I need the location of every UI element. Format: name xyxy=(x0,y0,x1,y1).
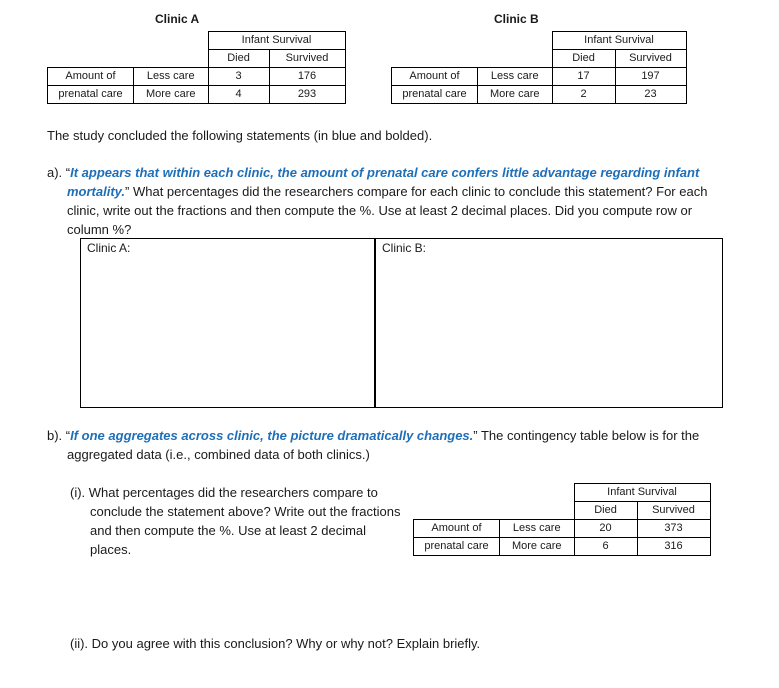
aggregate-row-label-2: prenatal care xyxy=(414,538,500,556)
aggregate-less-care: Less care xyxy=(500,520,575,538)
clinic-a-col-survived: Survived xyxy=(269,50,345,68)
clinic-b-row-label-1: Amount of xyxy=(392,68,478,86)
clinic-b-less-died: 17 xyxy=(552,68,615,86)
clinic-b-table xyxy=(391,31,687,104)
part-b-question xyxy=(47,426,732,464)
aggregate-more-care: More care xyxy=(500,538,575,556)
part-a-prefix: a). “ xyxy=(47,165,71,180)
clinic-a-title: Clinic A xyxy=(155,12,200,26)
clinic-a-col-died: Died xyxy=(208,50,269,68)
clinic-b-row-label-2: prenatal care xyxy=(392,86,478,104)
part-b-prefix: b). “ xyxy=(47,428,71,443)
clinic-a-more-died: 4 xyxy=(208,86,269,104)
aggregate-table xyxy=(413,483,711,556)
aggregate-header: Infant Survival xyxy=(574,484,710,502)
aggregate-less-died: 20 xyxy=(574,520,637,538)
clinic-b-less-care: Less care xyxy=(478,68,553,86)
clinic-a-more-survived: 293 xyxy=(269,86,345,104)
clinic-b-more-care: More care xyxy=(478,86,553,104)
intro-text: The study concluded the following statements (in blue and bolded). xyxy=(47,128,433,143)
clinic-b-less-survived: 197 xyxy=(615,68,686,86)
clinic-a-row-label-2: prenatal care xyxy=(48,86,134,104)
clinic-a-more-care: More care xyxy=(134,86,209,104)
clinic-b-more-died: 2 xyxy=(552,86,615,104)
clinic-a-row-label-1: Amount of xyxy=(48,68,134,86)
clinic-a-header: Infant Survival xyxy=(208,32,345,50)
part-a-question xyxy=(47,163,732,239)
clinic-b-answer-box[interactable] xyxy=(375,238,723,408)
part-b-instructions: ” The contingency table below is for the aggregated data (i.e., combined data of both clinics.) xyxy=(67,428,700,462)
clinic-b-answer-label: Clinic B: xyxy=(382,241,427,255)
clinic-b-more-survived: 23 xyxy=(615,86,686,104)
aggregate-less-survived: 373 xyxy=(637,520,710,538)
part-b-quote: If one aggregates across clinic, the picture dramatically changes. xyxy=(70,428,474,443)
clinic-b-col-survived: Survived xyxy=(615,50,686,68)
clinic-a-answer-label: Clinic A: xyxy=(87,241,131,255)
aggregate-more-died: 6 xyxy=(574,538,637,556)
part-a-quote: It appears that within each clinic, the amount of prenatal care confers little advantage regarding infant mortality. xyxy=(67,165,700,199)
clinic-a-less-survived: 176 xyxy=(269,68,345,86)
clinic-b-title: Clinic B xyxy=(494,12,539,26)
aggregate-col-survived: Survived xyxy=(637,502,710,520)
clinic-a-less-care: Less care xyxy=(134,68,209,86)
clinic-b-header: Infant Survival xyxy=(552,32,686,50)
aggregate-col-died: Died xyxy=(574,502,637,520)
clinic-a-less-died: 3 xyxy=(208,68,269,86)
part-b-q1: (i). What percentages did the researchers compare to conclude the statement above? Write out the fractions and then compute the %. Use at least 2 decimal places. xyxy=(70,485,401,557)
clinic-b-col-died: Died xyxy=(552,50,615,68)
aggregate-row-label-1: Amount of xyxy=(414,520,500,538)
part-a-instructions: ” What percentages did the researchers compare for each clinic to conclude this statement? For each clinic, write out the fractions and then compute the %. Use at least 2 decimal places. Did you compute row or column %? xyxy=(67,184,708,237)
clinic-a-table xyxy=(47,31,346,104)
clinic-a-answer-box[interactable] xyxy=(80,238,375,408)
aggregate-more-survived: 316 xyxy=(637,538,710,556)
part-b-q2: (ii). Do you agree with this conclusion? Why or why not? Explain briefly. xyxy=(70,636,481,651)
